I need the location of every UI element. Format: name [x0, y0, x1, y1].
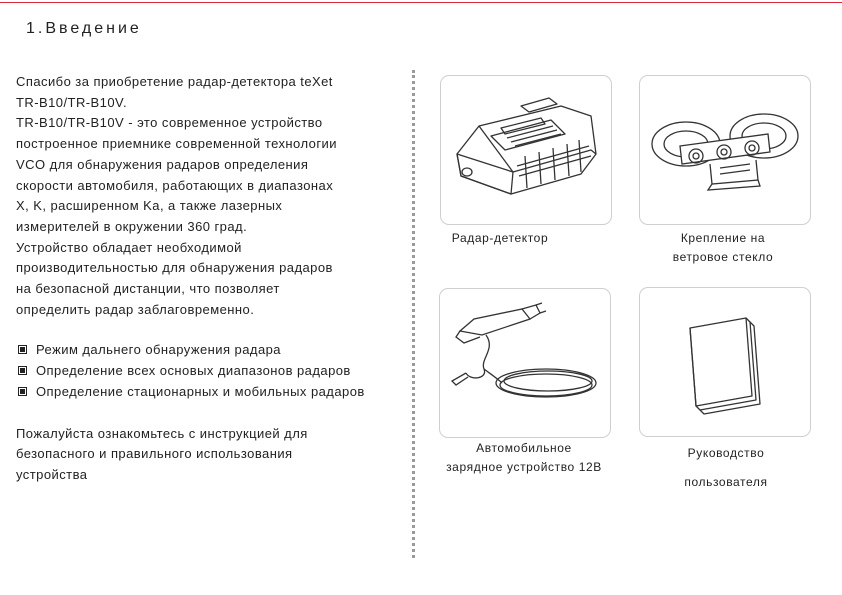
caption-line: зарядное устройство 12В — [446, 460, 602, 474]
feature-item — [16, 340, 408, 361]
radar-detector-box — [440, 75, 612, 225]
radar-detector-icon — [441, 76, 611, 224]
feature-text: Определение всех основых диапазонов радаров — [36, 363, 351, 379]
item-caption — [640, 439, 812, 497]
feature-text: Определение стационарных и мобильных радаров — [36, 383, 365, 399]
user-manual-box — [639, 287, 811, 437]
item-caption — [430, 439, 618, 477]
windshield-mount-box — [639, 75, 811, 225]
caption-line: Крепление на — [680, 231, 766, 245]
closing-line: устройства — [16, 466, 88, 482]
item-caption — [440, 229, 560, 248]
closing-line: безопасного и правильного использования — [16, 446, 293, 462]
section-title: 1.Введение — [26, 20, 142, 37]
caption-line: Радар-детектор — [451, 231, 549, 245]
feature-item — [16, 382, 408, 403]
caption-line: Автомобильное — [476, 441, 572, 455]
square-bullet-icon — [18, 345, 27, 354]
user-manual-icon — [640, 288, 810, 436]
intro-line: скорости автомобиля, работающих в диапазонах — [16, 177, 334, 193]
closing-line: Пожалуйста ознакомьтесь с инструкцией для — [16, 425, 308, 441]
windshield-mount-icon — [640, 76, 810, 224]
feature-item — [16, 361, 408, 382]
caption-line: ветровое стекло — [672, 250, 774, 264]
intro-line: VCO для обнаружения радаров определения — [16, 156, 309, 172]
item-caption — [640, 229, 806, 267]
square-bullet-icon — [18, 366, 27, 375]
intro-line: производительностью для обнаружения радаров — [16, 260, 333, 276]
intro-line: на безопасной дистанции, что позволяет — [16, 281, 280, 297]
intro-line: построенное приемнике современной технологии — [16, 136, 337, 152]
intro-line: Спасибо за приобретение радар-детектора teXet — [16, 74, 333, 89]
car-charger-box — [439, 288, 611, 438]
intro-line: измерителей в окружении 360 град. — [16, 218, 248, 234]
intro-line: X, K, расширенном Ka, а также лазерных — [16, 198, 283, 214]
intro-line: определить радар заблаговременно. — [16, 301, 255, 317]
feature-text: Режим дальнего обнаружения радара — [36, 342, 281, 358]
dotted-divider — [412, 70, 415, 558]
top-rule — [0, 2, 842, 3]
intro-column — [16, 72, 408, 486]
caption-line: Руководство — [687, 446, 765, 460]
caption-line: пользователя — [684, 475, 768, 489]
intro-line: TR-B10/TR-B10V - это современное устройство — [16, 115, 323, 131]
car-charger-icon — [440, 289, 610, 437]
intro-line: TR-B10/TR-B10V. — [16, 94, 128, 110]
square-bullet-icon — [18, 387, 27, 396]
intro-line: Устройство обладает необходимой — [16, 239, 242, 255]
